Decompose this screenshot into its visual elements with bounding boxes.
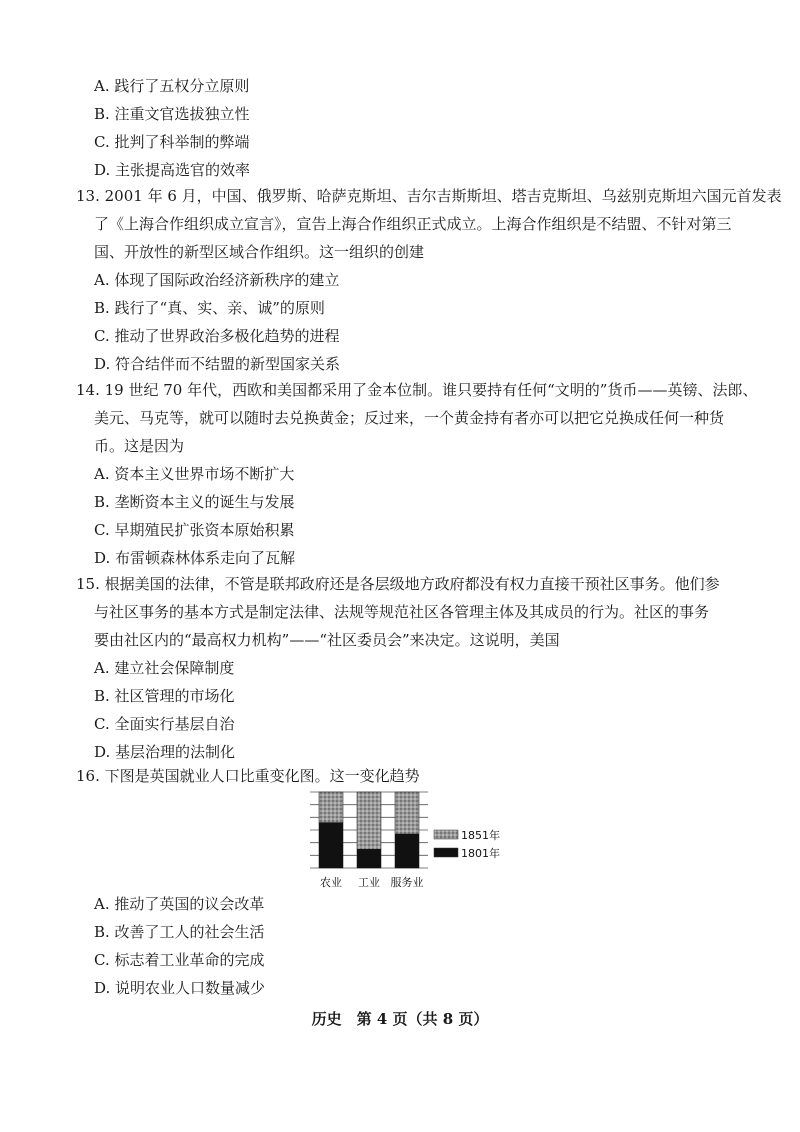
legend-swatch-0 bbox=[434, 830, 458, 839]
q13-stem-line-1: 13. 2001 年 6 月，中国、俄罗斯、哈萨克斯坦、吉尔吉斯斯坦、塔吉克斯坦、乌兹别克斯坦六国元首发表 bbox=[76, 187, 782, 205]
q13-option-d: D. 符合结伴而不结盟的新型国家关系 bbox=[94, 355, 341, 373]
q12-option-b: B. 注重文官选拔独立性 bbox=[94, 105, 250, 123]
q14-stem-line-2: 美元、马克等，就可以随时去兑换黄金；反过来，一个黄金持有者亦可以把它兑换成任何一种货 bbox=[94, 409, 725, 427]
q14-stem-line-3: 币。这是因为 bbox=[94, 437, 185, 455]
bar-1801-1 bbox=[357, 849, 381, 868]
bar-1801-0 bbox=[319, 822, 343, 868]
q16-option-d: D. 说明农业人口数量减少 bbox=[94, 979, 266, 997]
q12-option-a: A. 践行了五权分立原则 bbox=[94, 77, 250, 95]
q16-option-b: B. 改善了工人的社会生活 bbox=[94, 923, 265, 941]
legend-swatch-1 bbox=[434, 848, 458, 857]
q14-option-a: A. 资本主义世界市场不断扩大 bbox=[94, 465, 295, 483]
q13-stem-line-2: 了《上海合作组织成立宣言》，宣告上海合作组织正式成立。上海合作组织是不结盟、不针对第三 bbox=[94, 215, 732, 233]
q12-option-d: D. 主张提高选官的效率 bbox=[94, 161, 251, 179]
employment-chart bbox=[296, 788, 506, 890]
x-tick-label: 服务业 bbox=[390, 876, 424, 889]
page-footer: 历史 第 4 页（共 8 页） bbox=[311, 1010, 489, 1028]
q15-stem-line-2: 与社区事务的基本方式是制定法律、法规等规范社区各管理主体及其成员的行为。社区的事务 bbox=[94, 603, 710, 621]
x-tick-label: 工业 bbox=[358, 876, 380, 889]
q13-stem-line-3: 国、开放性的新型区域合作组织。这一组织的创建 bbox=[94, 243, 425, 261]
q15-stem-line-3: 要由社区内的“最高权力机构”——“社区委员会”来决定。这说明，美国 bbox=[94, 631, 560, 649]
bar-1801-2 bbox=[395, 834, 419, 868]
chart-legend bbox=[434, 828, 500, 860]
chart-bars bbox=[319, 792, 419, 868]
q14-option-b: B. 垄断资本主义的诞生与发展 bbox=[94, 493, 295, 511]
q16-option-a: A. 推动了英国的议会改革 bbox=[94, 895, 265, 913]
q15-option-a: A. 建立社会保障制度 bbox=[94, 659, 235, 677]
q13-option-c: C. 推动了世界政治多极化趋势的进程 bbox=[94, 327, 340, 345]
q13-option-b: B. 践行了“真、实、亲、诚”的原则 bbox=[94, 299, 325, 317]
q16-stem: 16. 下图是英国就业人口比重变化图。这一变化趋势 bbox=[76, 767, 420, 785]
q15-option-c: C. 全面实行基层自治 bbox=[94, 715, 235, 733]
q15-stem-line-1: 15. 根据美国的法律，不管是联邦政府还是各层级地方政府都没有权力直接干预社区事务。他们参 bbox=[76, 575, 720, 593]
q14-stem-line-1: 14. 19 世纪 70 年代，西欧和美国都采用了金本位制。谁只要持有任何“文明的”货币——英镑、法郎、 bbox=[76, 381, 758, 399]
q15-option-b: B. 社区管理的市场化 bbox=[94, 687, 235, 705]
legend-label-1: 1801年 bbox=[461, 847, 500, 860]
q16-option-c: C. 标志着工业革命的完成 bbox=[94, 951, 265, 969]
q12-option-c: C. 批判了科举制的弊端 bbox=[94, 133, 250, 151]
chart-x-labels bbox=[320, 875, 424, 889]
legend-label-0: 1851年 bbox=[461, 829, 500, 842]
q14-option-d: D. 布雷顿森林体系走向了瓦解 bbox=[94, 549, 296, 567]
q15-option-d: D. 基层治理的法制化 bbox=[94, 743, 236, 761]
q13-option-a: A. 体现了国际政治经济新秩序的建立 bbox=[94, 271, 340, 289]
x-tick-label: 农业 bbox=[320, 876, 342, 889]
q14-option-c: C. 早期殖民扩张资本原始积累 bbox=[94, 521, 295, 539]
